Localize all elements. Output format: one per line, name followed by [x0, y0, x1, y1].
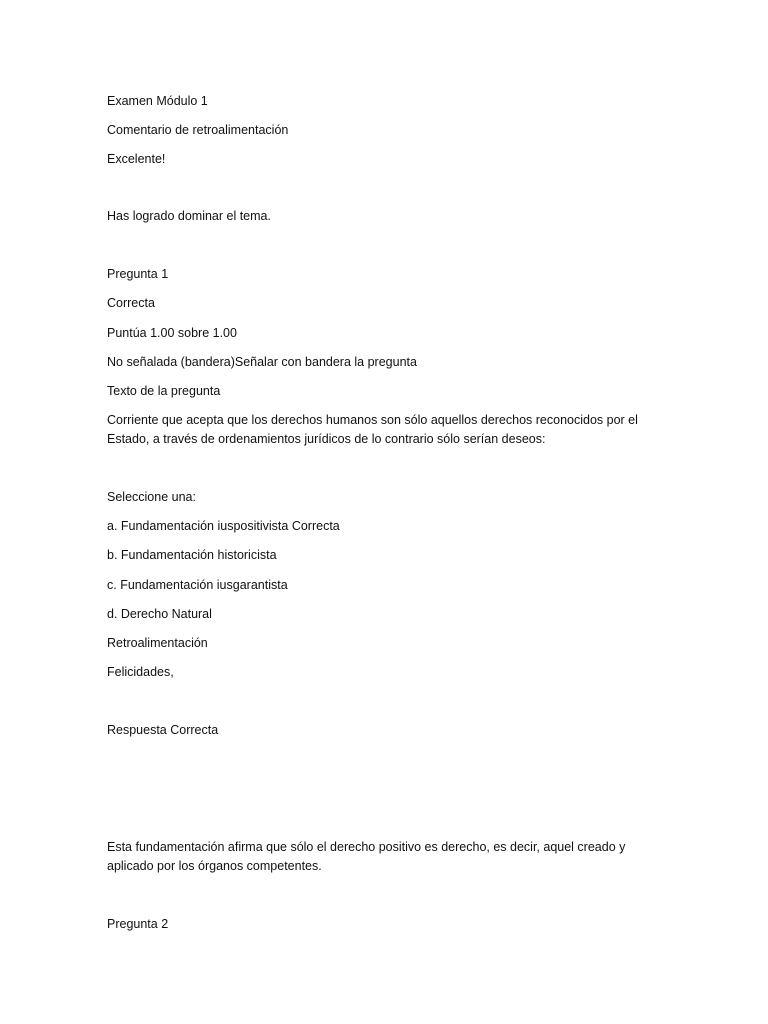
question-1-score: Puntúa 1.00 sobre 1.00: [107, 326, 237, 340]
question-1-text: Corriente que acepta que los derechos humanos son sólo aquellos derechos reconocidos por el Estado, a través de ordenamientos jurídicos de lo contrario sólo serían deseos:: [107, 413, 638, 446]
question-1-status: Correcta: [107, 296, 155, 310]
feedback-heading: Comentario de retroalimentación: [107, 123, 289, 137]
answer-option-a[interactable]: a. Fundamentación iuspositivista Correcta: [107, 519, 340, 533]
feedback-excellent: Excelente!: [107, 152, 166, 166]
retro-congrats: Felicidades,: [107, 665, 174, 679]
question-1-label: Pregunta 1: [107, 267, 169, 281]
question-2-label: Pregunta 2: [107, 917, 169, 931]
explanation-text: Esta fundamentación afirma que sólo el derecho positivo es derecho, es decir, aquel creado y aplicado por los órganos competentes.: [107, 840, 626, 873]
answer-option-b[interactable]: b. Fundamentación historicista: [107, 548, 277, 562]
answer-option-c[interactable]: c. Fundamentación iusgarantista: [107, 578, 288, 592]
question-1-text-heading: Texto de la pregunta: [107, 384, 221, 398]
retro-answer: Respuesta Correcta: [107, 723, 219, 737]
answer-option-d[interactable]: d. Derecho Natural: [107, 607, 212, 621]
select-prompt: Seleccione una:: [107, 490, 196, 504]
question-1-flag[interactable]: No señalada (bandera)Señalar con bandera la pregunta: [107, 355, 417, 369]
exam-title: Examen Módulo 1: [107, 94, 208, 108]
feedback-mastered: Has logrado dominar el tema.: [107, 209, 271, 223]
retro-heading: Retroalimentación: [107, 636, 208, 650]
